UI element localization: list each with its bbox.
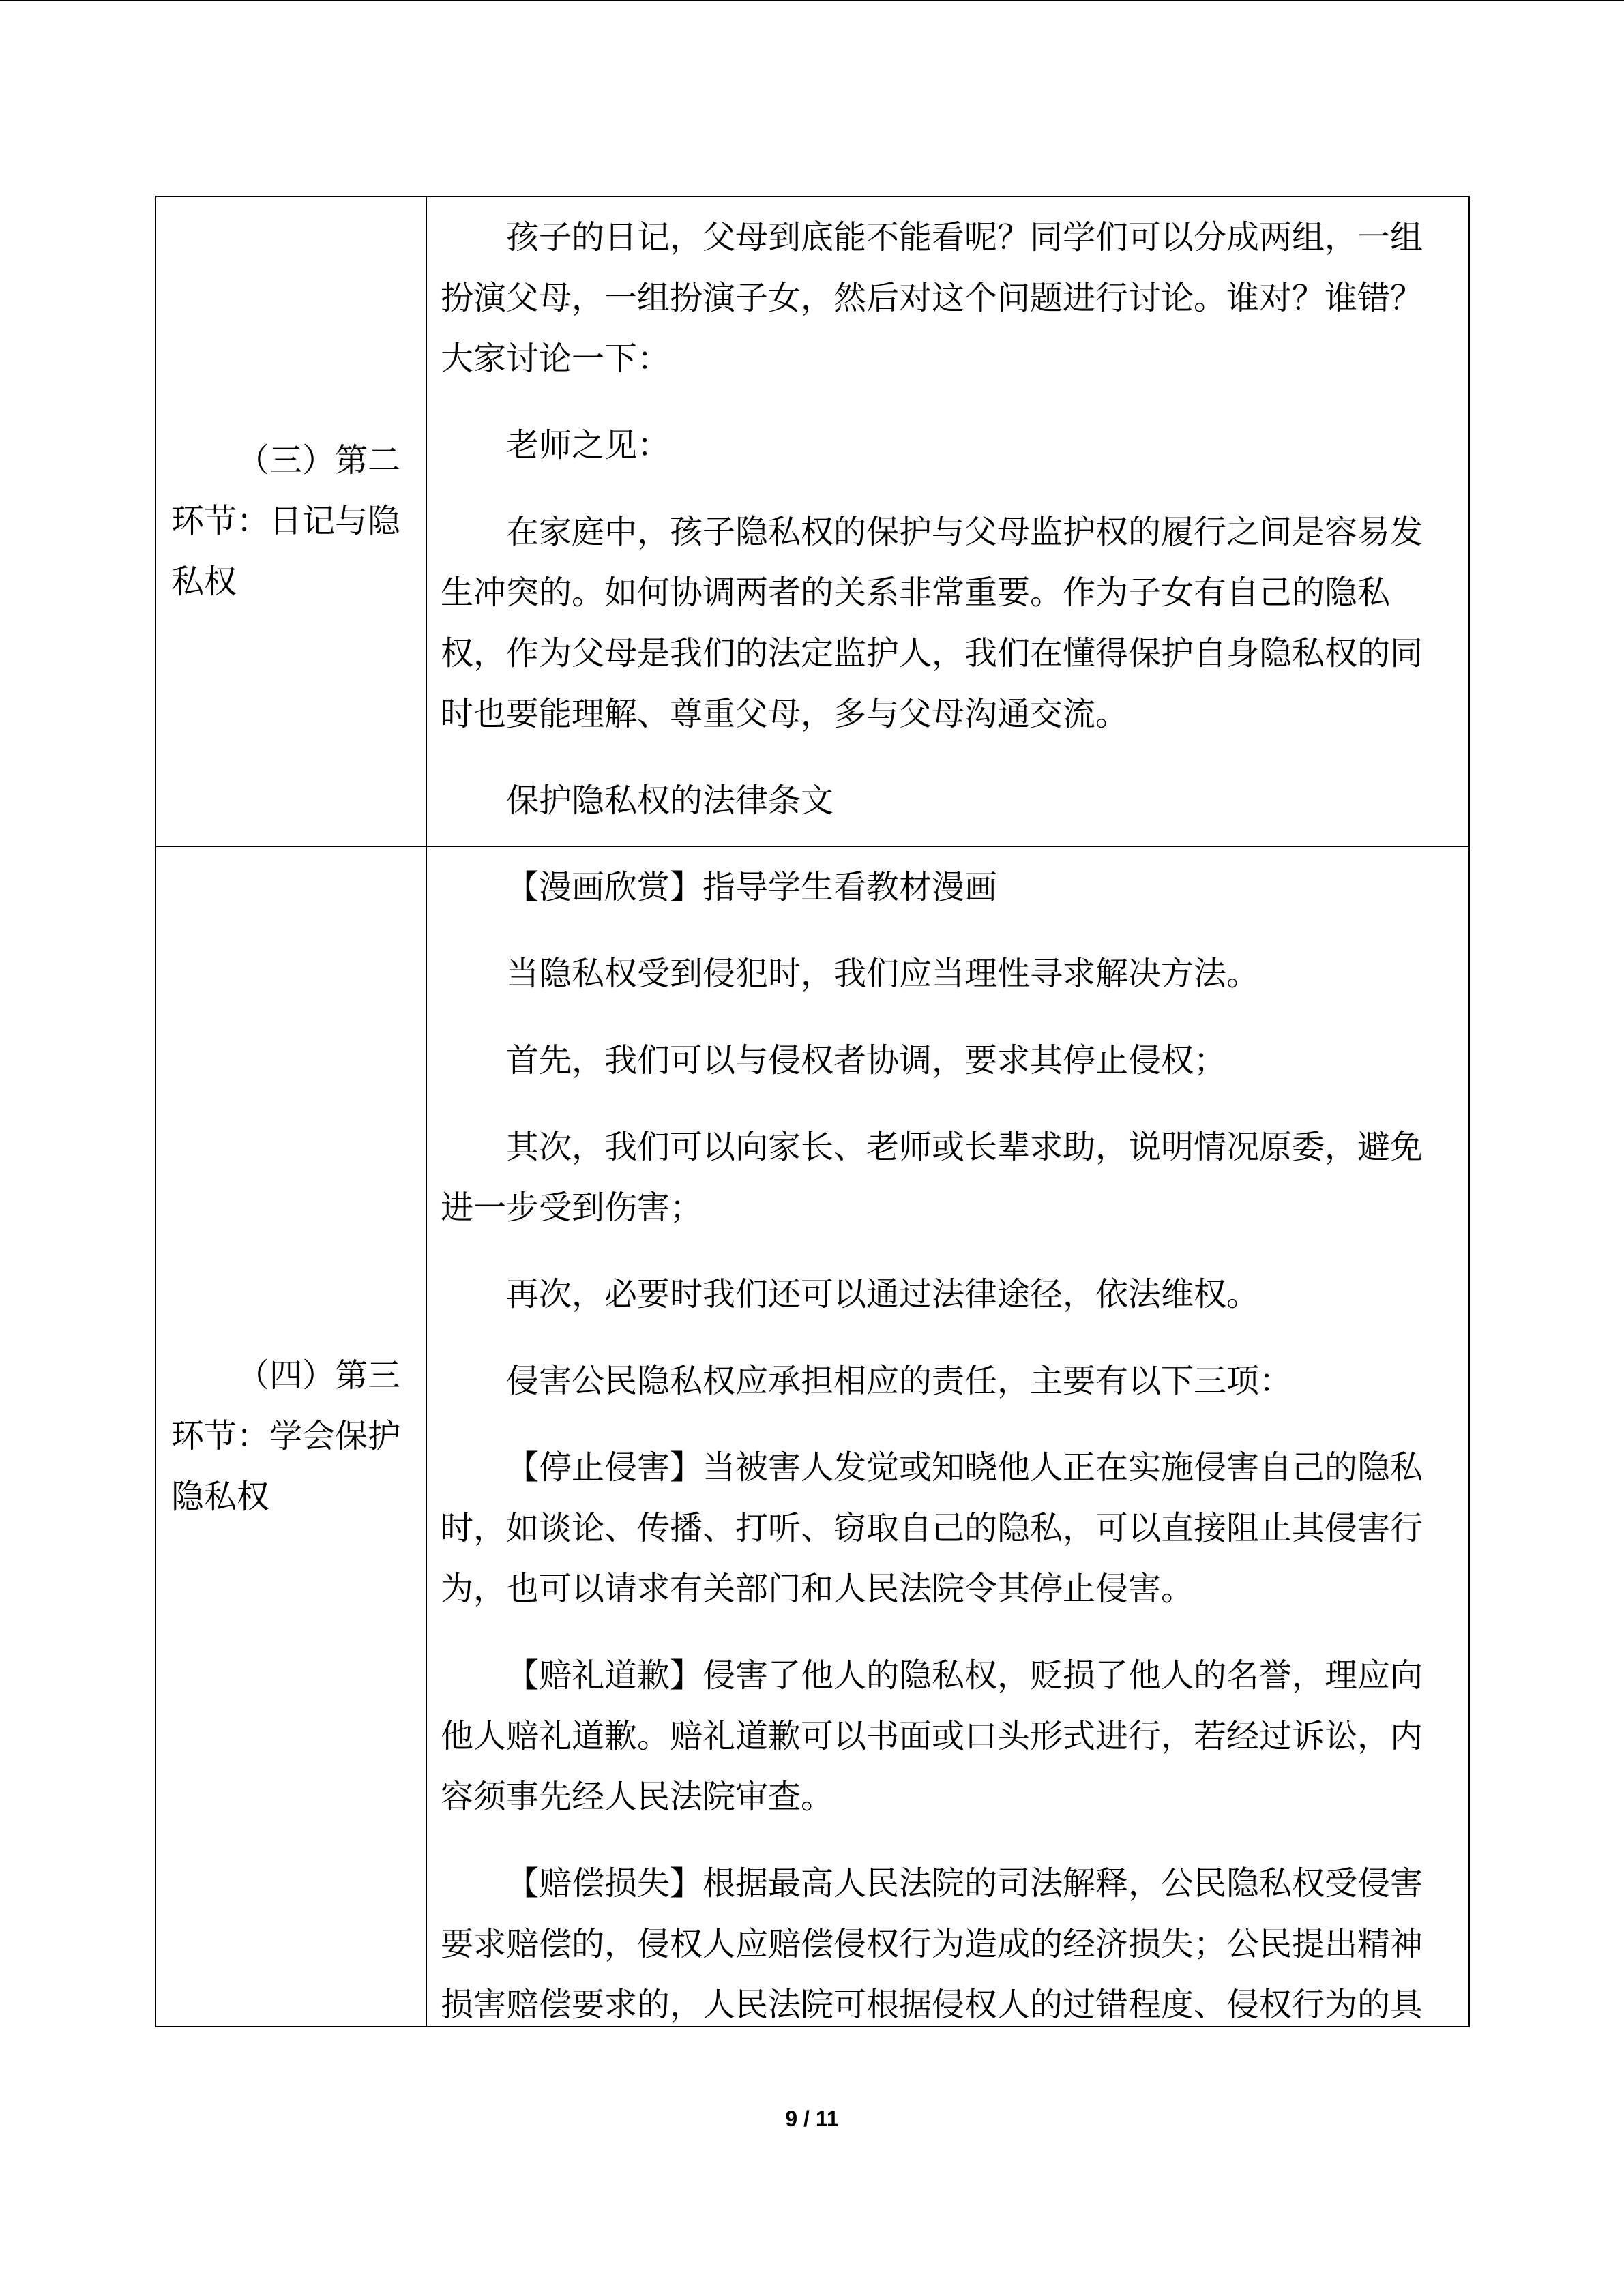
section-content-cell xyxy=(427,197,1468,846)
page-top-edge xyxy=(0,0,1624,1)
section-label-cell xyxy=(156,847,427,2026)
content-paragraph: 保护隐私权的法律条文 xyxy=(506,781,834,820)
content-paragraph: 孩子的日记，父母到底能不能看呢？同学们可以分成两组，一组扮演父母，一组扮演子女，然后对这个问题进行讨论。谁对？谁错？大家讨论一下： xyxy=(441,218,1423,378)
table-row-section-3 xyxy=(156,197,1468,847)
section-label-cell xyxy=(156,197,427,846)
content-paragraph: 【赔礼道歉】侵害了他人的隐私权，贬损了他人的名誉，理应向他人赔礼道歉。赔礼道歉可以书面或口头形式进行，若经过诉讼，内容须事先经人民法院审查。 xyxy=(441,1656,1423,1816)
content-paragraph: 首先，我们可以与侵权者协调，要求其停止侵权； xyxy=(506,1041,1227,1079)
content-paragraph: 其次，我们可以向家长、老师或长辈求助，说明情况原委，避免进一步受到伤害； xyxy=(441,1128,1423,1227)
content-paragraph: 老师之见： xyxy=(506,426,670,464)
section-content-cell xyxy=(427,847,1468,2026)
content-paragraph: 【漫画欣赏】指导学生看教材漫画 xyxy=(506,868,998,906)
table-row-section-4 xyxy=(156,847,1468,2026)
section-title: （三）第二环节：日记与隐私权 xyxy=(171,441,401,601)
content-paragraph: 再次，必要时我们还可以通过法律途径，依法维权。 xyxy=(506,1275,1260,1313)
content-paragraph: 侵害公民隐私权应承担相应的责任，主要有以下三项： xyxy=(506,1362,1293,1400)
content-paragraph: 【停止侵害】当被害人发觉或知晓他人正在实施侵害自己的隐私时，如谈论、传播、打听、窃取自己的隐私，可以直接阻止其侵害行为，也可以请求有关部门和人民法院令其停止侵害。 xyxy=(441,1448,1423,1608)
page-number: 9 / 11 xyxy=(785,2106,839,2131)
section-title: （四）第三环节：学会保护隐私权 xyxy=(171,1356,401,1516)
content-paragraph: 当隐私权受到侵犯时，我们应当理性寻求解决方法。 xyxy=(506,955,1260,993)
lesson-table xyxy=(155,196,1470,2027)
content-paragraph: 【赔偿损失】根据最高人民法院的司法解释，公民隐私权受侵害要求赔偿的，侵权人应赔偿侵权行为造成的经济损失；公民提出精神损害赔偿要求的，人民法院可根据侵权人的过错程度、侵权行为的具 xyxy=(441,1864,1423,2024)
content-paragraph: 在家庭中，孩子隐私权的保护与父母监护权的履行之间是容易发生冲突的。如何协调两者的关系非常重要。作为子女有自己的隐私权，作为父母是我们的法定监护人，我们在懂得保护自身隐私权的同时也要能理解、尊重父母，多与父母沟通交流。 xyxy=(441,513,1423,733)
